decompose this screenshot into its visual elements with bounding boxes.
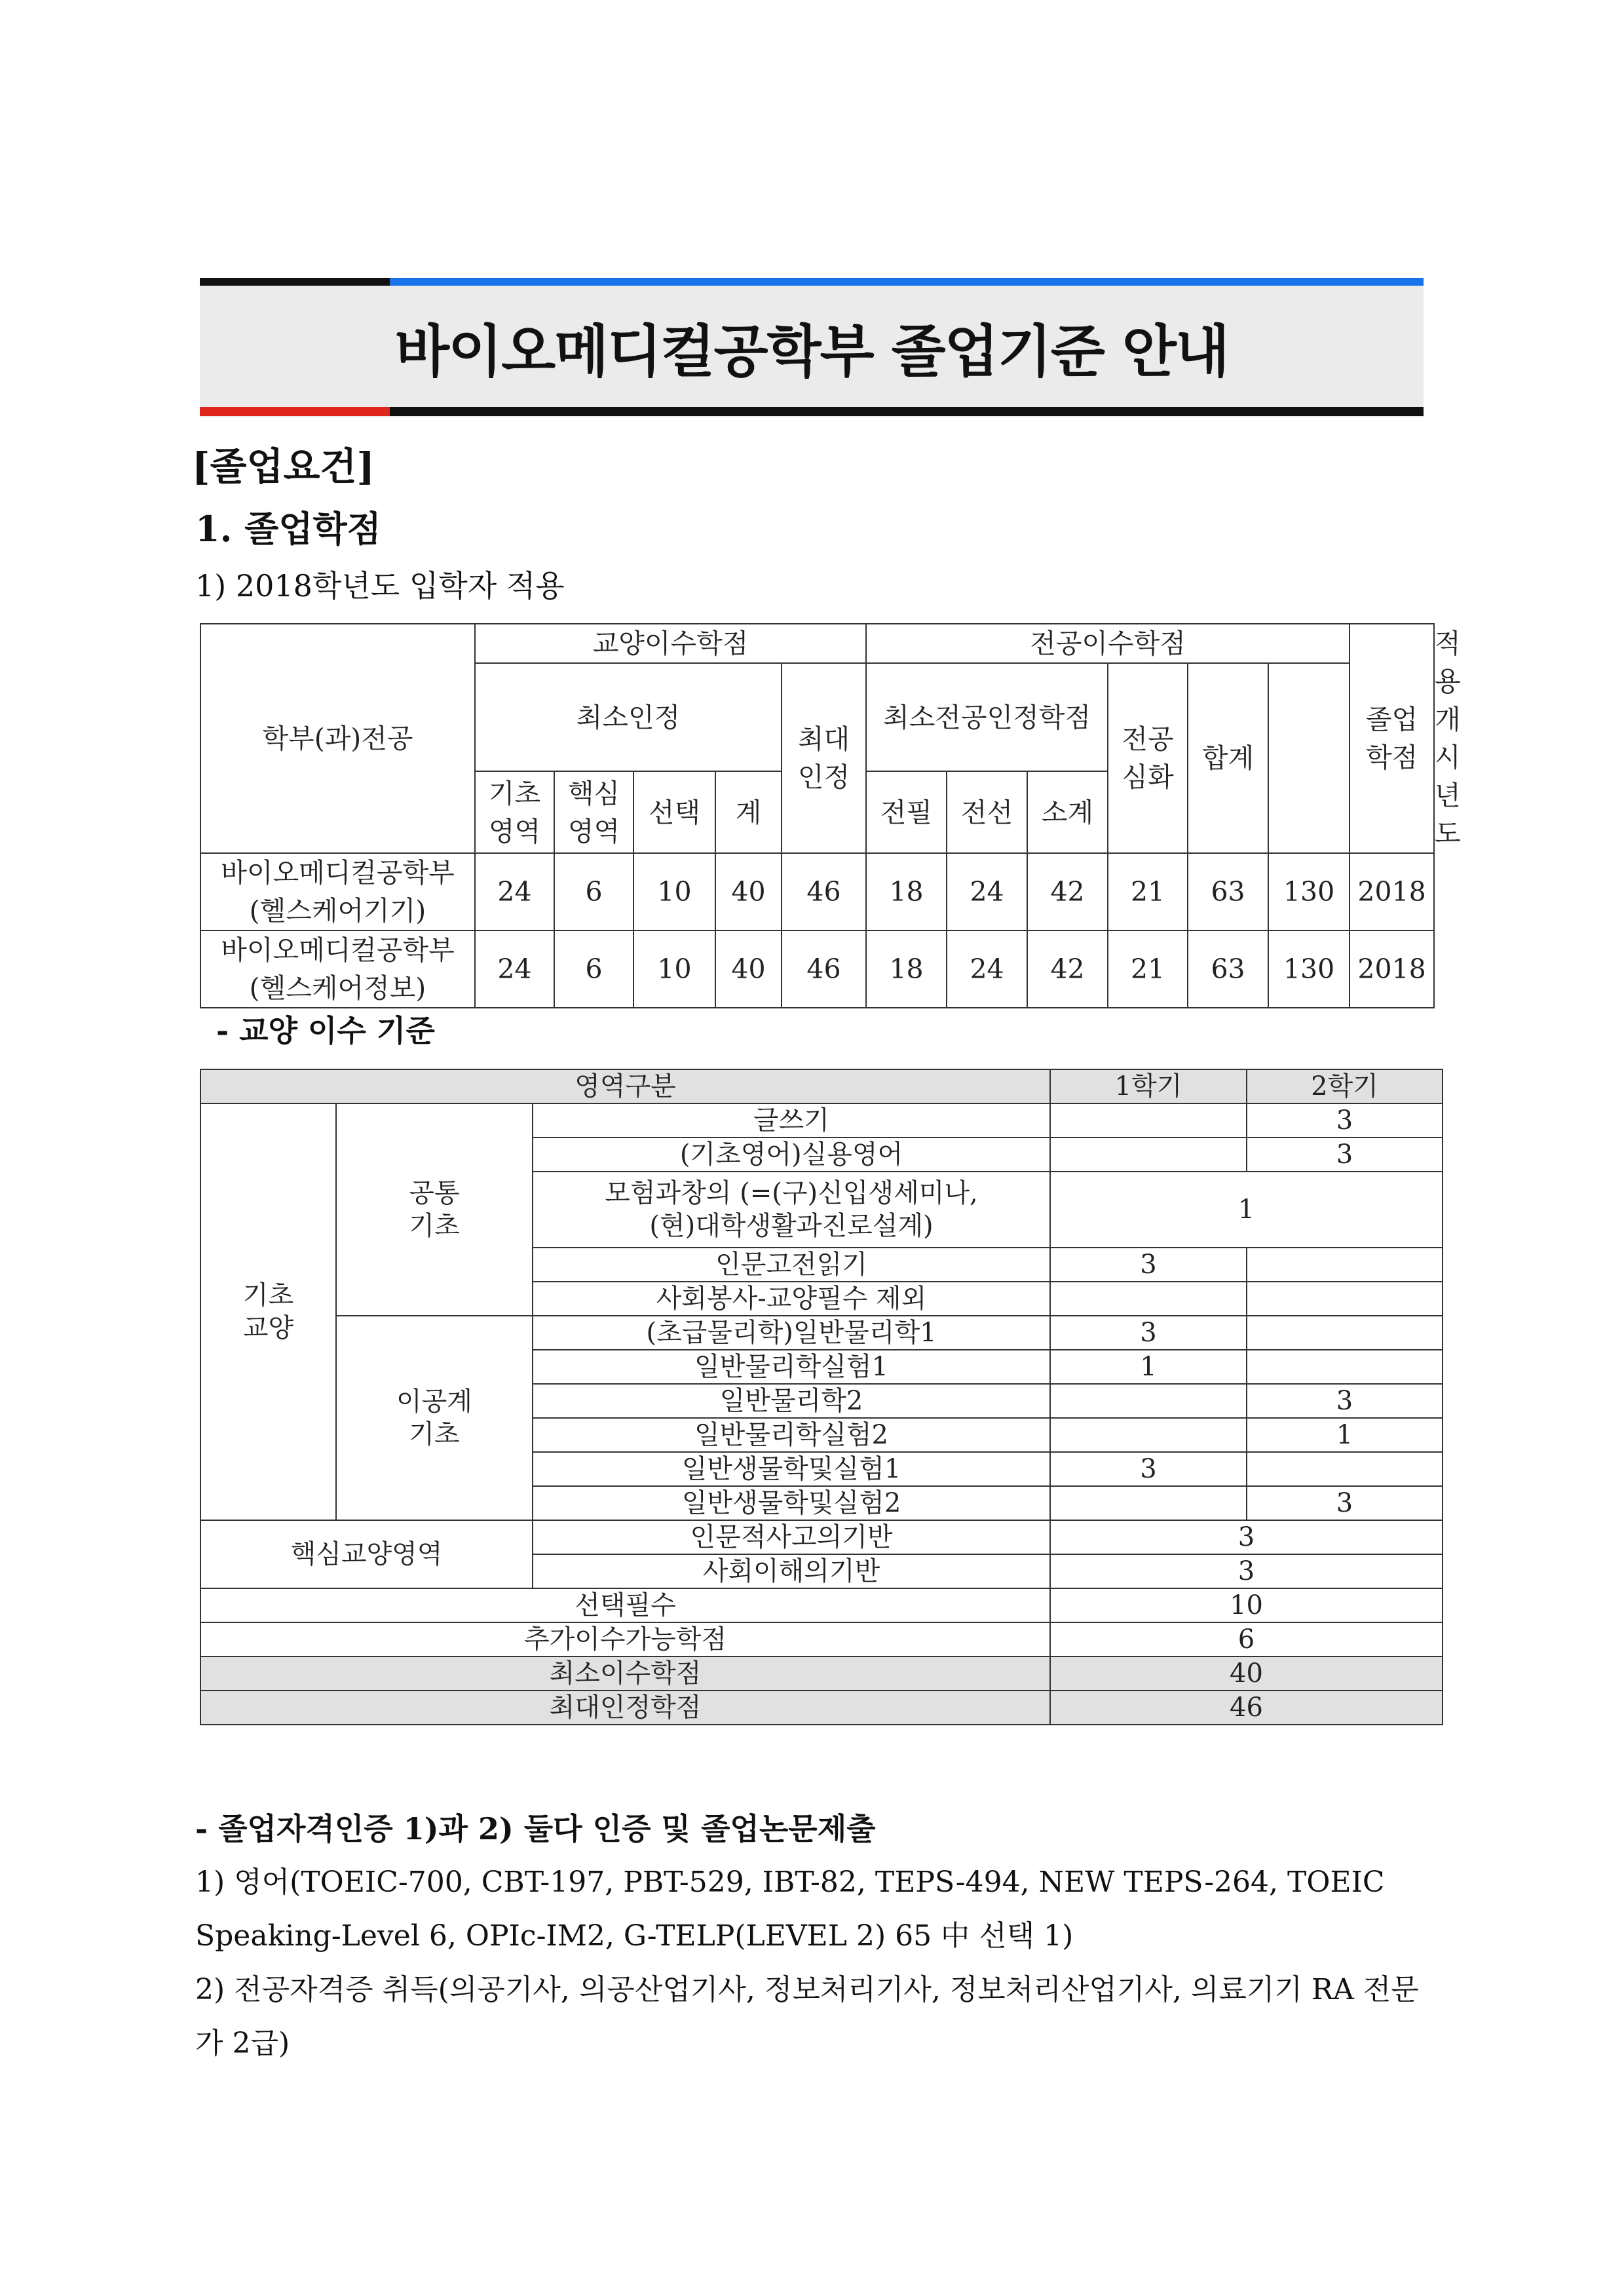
credit-sem2 [1247,1350,1443,1384]
core-credits: 3 [1050,1554,1443,1588]
credit-sem2 [1247,1316,1443,1350]
cell-year: 2018 [1350,930,1434,1008]
credit-sem1 [1050,1282,1247,1316]
banner-accent-black-bottom [390,407,1424,416]
common-basic-label: 공통 기초 [336,1103,533,1316]
course-name: 사회이해의기반 [533,1554,1050,1588]
cell-total: 63 [1188,853,1268,930]
summary-label: 최대인정학점 [200,1691,1050,1725]
credit-sem2: 1 [1247,1418,1443,1452]
header-major-advanced: 전공 심화 [1108,663,1188,853]
header-liberal-credits: 교양이수학점 [475,624,866,663]
credit-sem2: 3 [1247,1103,1443,1138]
cell-sum: 40 [715,853,782,930]
summary-label: 선택필수 [200,1588,1050,1622]
banner-accent-blue-top [390,278,1424,286]
section-heading: [졸업요건] [192,444,375,489]
course-name: 일반생물학및실험1 [533,1452,1050,1486]
header-core-area: 핵심 영역 [554,771,633,853]
sub-sub-heading: 1) 2018학년도 입학자 적용 [195,568,565,603]
credit-sem1 [1050,1103,1247,1138]
cell-elective: 10 [633,930,715,1008]
cell-subtotal: 42 [1027,930,1108,1008]
summary-value: 46 [1050,1691,1443,1725]
course-name: 글쓰기 [533,1103,1050,1138]
cell-grad: 130 [1268,853,1350,930]
header-max-recognized: 최대 인정 [782,663,866,853]
credit-sem2 [1247,1452,1443,1486]
summary-label: 추가이수가능학점 [200,1622,1050,1656]
basic-liberal-label: 기초 교양 [200,1103,336,1520]
credit-sem1: 3 [1050,1452,1247,1486]
row-dept: 바이오메디컬공학부 (헬스케어정보) [200,930,475,1008]
header-semester-2: 2학기 [1247,1069,1443,1103]
cell-advanced: 21 [1108,930,1188,1008]
header-major-total: 합계 [1188,663,1268,853]
cell-optional: 24 [947,930,1027,1008]
cell-total: 63 [1188,930,1268,1008]
cell-required: 18 [866,853,947,930]
document-title: 바이오메디컬공학부 졸업기준 안내 [394,318,1229,385]
core-credits: 3 [1050,1520,1443,1554]
cell-sum: 40 [715,930,782,1008]
header-min-major: 최소전공인정학점 [866,663,1108,771]
credit-sem2: 3 [1247,1384,1443,1418]
header-dept: 학부(과)전공 [200,624,475,853]
credit-sem1 [1050,1486,1247,1520]
banner-accent-red-bottom [200,407,390,416]
header-basic-area: 기초 영역 [475,771,554,853]
header-sum: 계 [715,771,782,853]
cell-subtotal: 42 [1027,853,1108,930]
summary-label: 최소이수학점 [200,1656,1050,1691]
header-subtotal: 소계 [1027,771,1108,853]
header-semester-1: 1학기 [1050,1069,1247,1103]
liberal-heading: - 교양 이수 기준 [216,1013,435,1048]
cell-max: 46 [782,930,866,1008]
credit-sem1: 1 [1050,1350,1247,1384]
cell-year: 2018 [1350,853,1434,930]
table-row [200,930,1434,1008]
course-name: 인문적사고의기반 [533,1520,1050,1554]
course-name: 모험과창의 (=(구)신입생세미나, (현)대학생활과진로설계) [533,1172,1050,1248]
cell-basic: 24 [475,930,554,1008]
credit-sem2 [1247,1282,1443,1316]
table-row [200,853,1434,930]
cell-elective: 10 [633,853,715,930]
course-name: 일반물리학실험1 [533,1350,1050,1384]
header-min-recognized: 최소인정 [475,663,782,771]
cell-optional: 24 [947,853,1027,930]
cell-grad: 130 [1268,930,1350,1008]
cell-basic: 24 [475,853,554,930]
certification-item-english: 1) 영어(TOEIC-700, CBT-197, PBT-529, IBT-82, TEPS-494, NEW TEPS-264, TOEIC Speaking-Level 6, OPIc-IM2, G-TELP(LEVEL 2) 65 中 선택 1) [195,1866,1385,1953]
credit-sem2 [1247,1248,1443,1282]
header-major-credits: 전공이수학점 [866,624,1350,663]
course-name: 일반물리학2 [533,1384,1050,1418]
credit-sem2: 3 [1247,1138,1443,1172]
cell-advanced: 21 [1108,853,1188,930]
cell-max: 46 [782,853,866,930]
summary-value: 6 [1050,1622,1443,1656]
certification-item-major: 2) 전공자격증 취득(의공기사, 의공산업기사, 정보처리기사, 정보처리산업기사, 의료기기 RA 전문가 2급) [195,1973,1419,2060]
credit-table: 학부(과)전공 교양이수학점 전공이수학점 졸업 학점 적용 개시 년도 최소인정 최대 인정 최소전공인정학점 전공 심화 합계 기초 영역 핵심 영역 선택 계 전필 전선 소계 바이오메디컬공학부 (헬스케어기기) 24 6 10 40 46 18 24 42 21 63 130 2018 바이오메디컬공학부 (헬스케어정보) 24 6 10 40 46 18 24 42 21 63 130 2018 [200,623,1435,1008]
cell-core: 6 [554,930,633,1008]
banner-accent-black-top [200,278,390,286]
header-major-optional: 전선 [947,771,1027,853]
cell-core: 6 [554,853,633,930]
cell-required: 18 [866,930,947,1008]
header-major-required: 전필 [866,771,947,853]
header-area: 영역구분 [200,1069,1050,1103]
header-elective: 선택 [633,771,715,853]
course-name: 사회봉사-교양필수 제외 [533,1282,1050,1316]
summary-value: 40 [1050,1656,1443,1691]
core-liberal-label: 핵심교양영역 [200,1520,533,1588]
credit-sem2: 3 [1247,1486,1443,1520]
summary-value: 10 [1050,1588,1443,1622]
course-name: (초급물리학)일반물리학1 [533,1316,1050,1350]
sub-heading: 1. 졸업학점 [195,508,381,550]
credit-sem1 [1050,1418,1247,1452]
course-name: (기초영어)실용영어 [533,1138,1050,1172]
credit-sem1: 3 [1050,1248,1247,1282]
certification-heading: - 졸업자격인증 1)과 2) 둘다 인증 및 졸업논문제출 [195,1811,876,1846]
credit-sem1 [1050,1384,1247,1418]
row-dept: 바이오메디컬공학부 (헬스케어기기) [200,853,475,930]
credit-both-semesters: 1 [1050,1172,1443,1248]
liberal-arts-table [200,1069,1443,1725]
credit-sem1: 3 [1050,1316,1247,1350]
credit-sem1 [1050,1138,1247,1172]
course-name: 일반물리학실험2 [533,1418,1050,1452]
header-grad-credits: 졸업 학점 [1350,624,1434,853]
course-name: 인문고전읽기 [533,1248,1050,1282]
science-basic-label: 이공계 기초 [336,1316,533,1520]
course-name: 일반생물학및실험2 [533,1486,1050,1520]
